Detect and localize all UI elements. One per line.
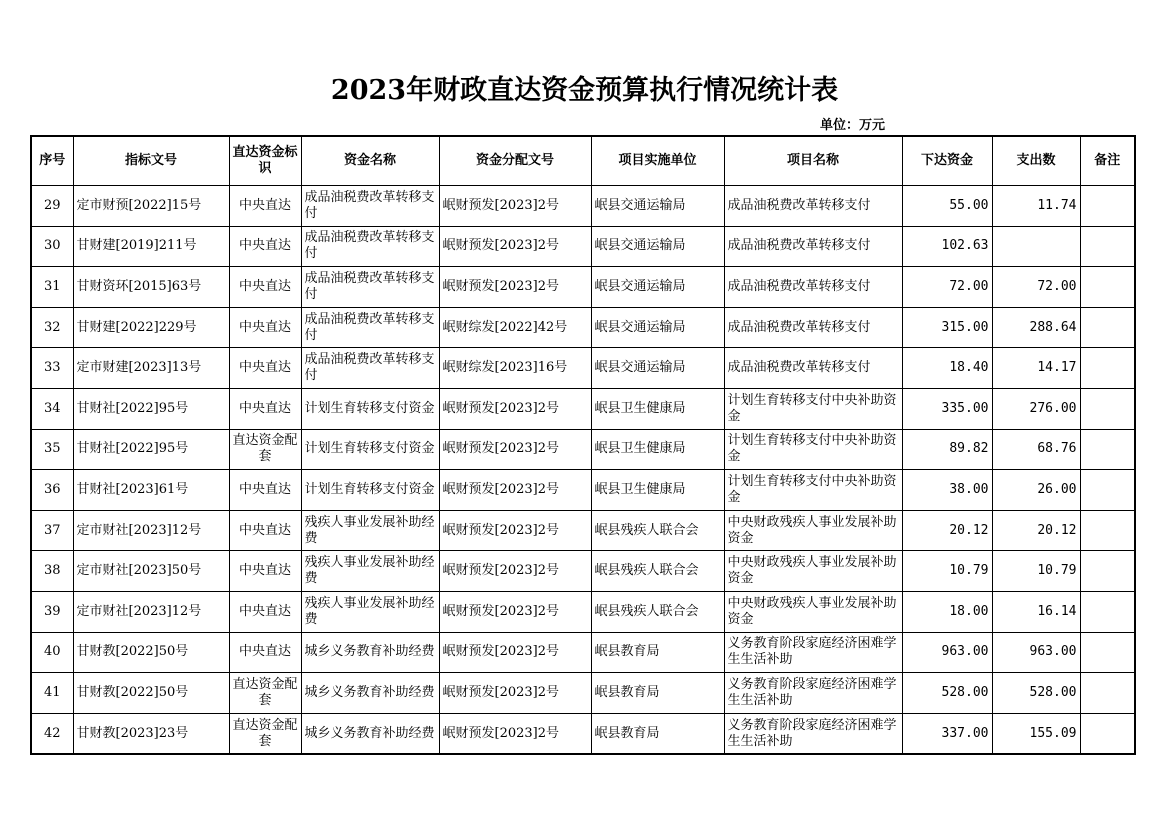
cell-doc-no: 甘财社[2023]61号 — [73, 470, 229, 511]
cell-note — [1080, 307, 1135, 348]
cell-spent: 528.00 — [992, 673, 1080, 714]
cell-unit-org: 岷县残疾人联合会 — [591, 551, 724, 592]
cell-spent: 72.00 — [992, 267, 1080, 308]
cell-seq: 40 — [31, 632, 73, 673]
cell-doc-no: 甘财建[2022]229号 — [73, 307, 229, 348]
cell-project: 义务教育阶段家庭经济困难学生生活补助 — [724, 673, 902, 714]
cell-note — [1080, 632, 1135, 673]
cell-unit-org: 岷县卫生健康局 — [591, 388, 724, 429]
cell-note — [1080, 470, 1135, 511]
cell-unit-org: 岷县教育局 — [591, 673, 724, 714]
cell-seq: 32 — [31, 307, 73, 348]
cell-spent — [992, 226, 1080, 267]
cell-project: 成品油税费改革转移支付 — [724, 307, 902, 348]
table-row — [31, 551, 1135, 592]
cell-fund-name: 计划生育转移支付资金 — [301, 388, 439, 429]
cell-unit-org: 岷县交通运输局 — [591, 348, 724, 389]
cell-spent: 288.64 — [992, 307, 1080, 348]
cell-note — [1080, 510, 1135, 551]
cell-seq: 36 — [31, 470, 73, 511]
cell-alloc-doc: 岷财预发[2023]2号 — [439, 186, 591, 227]
cell-seq: 37 — [31, 510, 73, 551]
cell-fund-name: 成品油税费改革转移支付 — [301, 267, 439, 308]
header-unit-org: 项目实施单位 — [591, 136, 724, 186]
table-row — [31, 388, 1135, 429]
cell-alloc-doc: 岷财综发[2023]16号 — [439, 348, 591, 389]
cell-fund-name: 城乡义务教育补助经费 — [301, 673, 439, 714]
cell-doc-no: 甘财教[2022]50号 — [73, 632, 229, 673]
cell-note — [1080, 673, 1135, 714]
cell-seq: 34 — [31, 388, 73, 429]
cell-fund-name: 计划生育转移支付资金 — [301, 470, 439, 511]
cell-issued: 89.82 — [902, 429, 992, 470]
cell-mark: 中央直达 — [229, 267, 301, 308]
table-row — [31, 186, 1135, 227]
header-project: 项目名称 — [724, 136, 902, 186]
cell-fund-name: 城乡义务教育补助经费 — [301, 632, 439, 673]
cell-unit-org: 岷县交通运输局 — [591, 186, 724, 227]
cell-project: 中央财政残疾人事业发展补助资金 — [724, 551, 902, 592]
cell-project: 成品油税费改革转移支付 — [724, 226, 902, 267]
table-header-row — [31, 136, 1135, 186]
cell-doc-no: 甘财教[2023]23号 — [73, 713, 229, 754]
table-row — [31, 429, 1135, 470]
cell-mark: 中央直达 — [229, 510, 301, 551]
cell-mark: 中央直达 — [229, 307, 301, 348]
cell-doc-no: 定市财社[2023]12号 — [73, 591, 229, 632]
cell-spent: 155.09 — [992, 713, 1080, 754]
cell-mark: 中央直达 — [229, 186, 301, 227]
cell-seq: 29 — [31, 186, 73, 227]
cell-doc-no: 定市财建[2023]13号 — [73, 348, 229, 389]
cell-spent: 20.12 — [992, 510, 1080, 551]
cell-fund-name: 成品油税费改革转移支付 — [301, 307, 439, 348]
cell-issued: 55.00 — [902, 186, 992, 227]
cell-mark: 中央直达 — [229, 470, 301, 511]
cell-spent: 26.00 — [992, 470, 1080, 511]
cell-mark: 中央直达 — [229, 388, 301, 429]
cell-doc-no: 甘财社[2022]95号 — [73, 388, 229, 429]
cell-unit-org: 岷县交通运输局 — [591, 307, 724, 348]
cell-seq: 39 — [31, 591, 73, 632]
cell-alloc-doc: 岷财预发[2023]2号 — [439, 510, 591, 551]
cell-fund-name: 城乡义务教育补助经费 — [301, 713, 439, 754]
header-issued: 下达资金 — [902, 136, 992, 186]
table-row — [31, 632, 1135, 673]
cell-project: 义务教育阶段家庭经济困难学生生活补助 — [724, 632, 902, 673]
cell-note — [1080, 388, 1135, 429]
cell-unit-org: 岷县教育局 — [591, 713, 724, 754]
table-row — [31, 591, 1135, 632]
cell-alloc-doc: 岷财预发[2023]2号 — [439, 713, 591, 754]
cell-alloc-doc: 岷财预发[2023]2号 — [439, 267, 591, 308]
cell-issued: 38.00 — [902, 470, 992, 511]
header-alloc-doc: 资金分配文号 — [439, 136, 591, 186]
cell-fund-name: 残疾人事业发展补助经费 — [301, 551, 439, 592]
unit-label: 单位：万元 — [820, 118, 886, 133]
cell-unit-org: 岷县残疾人联合会 — [591, 510, 724, 551]
cell-issued: 528.00 — [902, 673, 992, 714]
cell-alloc-doc: 岷财预发[2023]2号 — [439, 591, 591, 632]
cell-issued: 72.00 — [902, 267, 992, 308]
cell-mark: 中央直达 — [229, 632, 301, 673]
cell-alloc-doc: 岷财预发[2023]2号 — [439, 226, 591, 267]
cell-spent: 11.74 — [992, 186, 1080, 227]
header-spent: 支出数 — [992, 136, 1080, 186]
table-row — [31, 348, 1135, 389]
cell-seq: 30 — [31, 226, 73, 267]
header-seq: 序号 — [31, 136, 73, 186]
cell-issued: 335.00 — [902, 388, 992, 429]
cell-note — [1080, 429, 1135, 470]
table-row — [31, 307, 1135, 348]
cell-seq: 41 — [31, 673, 73, 714]
cell-spent: 14.17 — [992, 348, 1080, 389]
cell-seq: 38 — [31, 551, 73, 592]
cell-note — [1080, 348, 1135, 389]
table-row — [31, 673, 1135, 714]
cell-doc-no: 定市财社[2023]50号 — [73, 551, 229, 592]
table-row — [31, 470, 1135, 511]
cell-fund-name: 成品油税费改革转移支付 — [301, 186, 439, 227]
cell-unit-org: 岷县残疾人联合会 — [591, 591, 724, 632]
cell-doc-no: 定市财社[2023]12号 — [73, 510, 229, 551]
cell-seq: 31 — [31, 267, 73, 308]
cell-issued: 102.63 — [902, 226, 992, 267]
cell-mark: 中央直达 — [229, 591, 301, 632]
cell-project: 中央财政残疾人事业发展补助资金 — [724, 591, 902, 632]
table-row — [31, 226, 1135, 267]
cell-project: 成品油税费改革转移支付 — [724, 267, 902, 308]
cell-unit-org: 岷县交通运输局 — [591, 267, 724, 308]
table-row — [31, 510, 1135, 551]
cell-mark: 直达资金配套 — [229, 429, 301, 470]
cell-project: 成品油税费改革转移支付 — [724, 348, 902, 389]
header-fund-name: 资金名称 — [301, 136, 439, 186]
cell-fund-name: 残疾人事业发展补助经费 — [301, 510, 439, 551]
table-row — [31, 267, 1135, 308]
cell-seq: 42 — [31, 713, 73, 754]
cell-issued: 20.12 — [902, 510, 992, 551]
cell-doc-no: 定市财预[2022]15号 — [73, 186, 229, 227]
cell-doc-no: 甘财教[2022]50号 — [73, 673, 229, 714]
header-doc-no: 指标文号 — [73, 136, 229, 186]
cell-project: 义务教育阶段家庭经济困难学生生活补助 — [724, 713, 902, 754]
cell-project: 计划生育转移支付中央补助资金 — [724, 429, 902, 470]
cell-mark: 直达资金配套 — [229, 713, 301, 754]
cell-alloc-doc: 岷财预发[2023]2号 — [439, 632, 591, 673]
cell-alloc-doc: 岷财预发[2023]2号 — [439, 551, 591, 592]
cell-unit-org: 岷县交通运输局 — [591, 226, 724, 267]
cell-spent: 10.79 — [992, 551, 1080, 592]
cell-issued: 963.00 — [902, 632, 992, 673]
cell-mark: 中央直达 — [229, 348, 301, 389]
cell-mark: 中央直达 — [229, 226, 301, 267]
cell-alloc-doc: 岷财预发[2023]2号 — [439, 429, 591, 470]
cell-issued: 10.79 — [902, 551, 992, 592]
cell-issued: 18.00 — [902, 591, 992, 632]
cell-seq: 33 — [31, 348, 73, 389]
page-title: 2023年财政直达资金预算执行情况统计表 — [330, 75, 839, 106]
cell-issued: 337.00 — [902, 713, 992, 754]
cell-project: 中央财政残疾人事业发展补助资金 — [724, 510, 902, 551]
cell-spent: 276.00 — [992, 388, 1080, 429]
cell-note — [1080, 186, 1135, 227]
cell-fund-name: 残疾人事业发展补助经费 — [301, 591, 439, 632]
cell-issued: 18.40 — [902, 348, 992, 389]
table-body — [31, 186, 1135, 755]
cell-mark: 直达资金配套 — [229, 673, 301, 714]
cell-alloc-doc: 岷财预发[2023]2号 — [439, 470, 591, 511]
cell-spent: 68.76 — [992, 429, 1080, 470]
cell-spent: 16.14 — [992, 591, 1080, 632]
cell-issued: 315.00 — [902, 307, 992, 348]
cell-spent: 963.00 — [992, 632, 1080, 673]
cell-doc-no: 甘财社[2022]95号 — [73, 429, 229, 470]
table-row — [31, 713, 1135, 754]
cell-note — [1080, 267, 1135, 308]
cell-unit-org: 岷县教育局 — [591, 632, 724, 673]
cell-alloc-doc: 岷财综发[2022]42号 — [439, 307, 591, 348]
cell-fund-name: 计划生育转移支付资金 — [301, 429, 439, 470]
header-note: 备注 — [1080, 136, 1135, 186]
cell-mark: 中央直达 — [229, 551, 301, 592]
header-mark: 直达资金标识 — [229, 136, 301, 186]
cell-fund-name: 成品油税费改革转移支付 — [301, 226, 439, 267]
cell-seq: 35 — [31, 429, 73, 470]
cell-alloc-doc: 岷财预发[2023]2号 — [439, 673, 591, 714]
cell-note — [1080, 551, 1135, 592]
cell-doc-no: 甘财建[2019]211号 — [73, 226, 229, 267]
cell-doc-no: 甘财资环[2015]63号 — [73, 267, 229, 308]
cell-note — [1080, 713, 1135, 754]
cell-project: 成品油税费改革转移支付 — [724, 186, 902, 227]
cell-project: 计划生育转移支付中央补助资金 — [724, 470, 902, 511]
cell-unit-org: 岷县卫生健康局 — [591, 429, 724, 470]
cell-project: 计划生育转移支付中央补助资金 — [724, 388, 902, 429]
budget-table — [30, 135, 1136, 755]
cell-note — [1080, 226, 1135, 267]
cell-note — [1080, 591, 1135, 632]
cell-unit-org: 岷县卫生健康局 — [591, 470, 724, 511]
cell-fund-name: 成品油税费改革转移支付 — [301, 348, 439, 389]
cell-alloc-doc: 岷财预发[2023]2号 — [439, 388, 591, 429]
